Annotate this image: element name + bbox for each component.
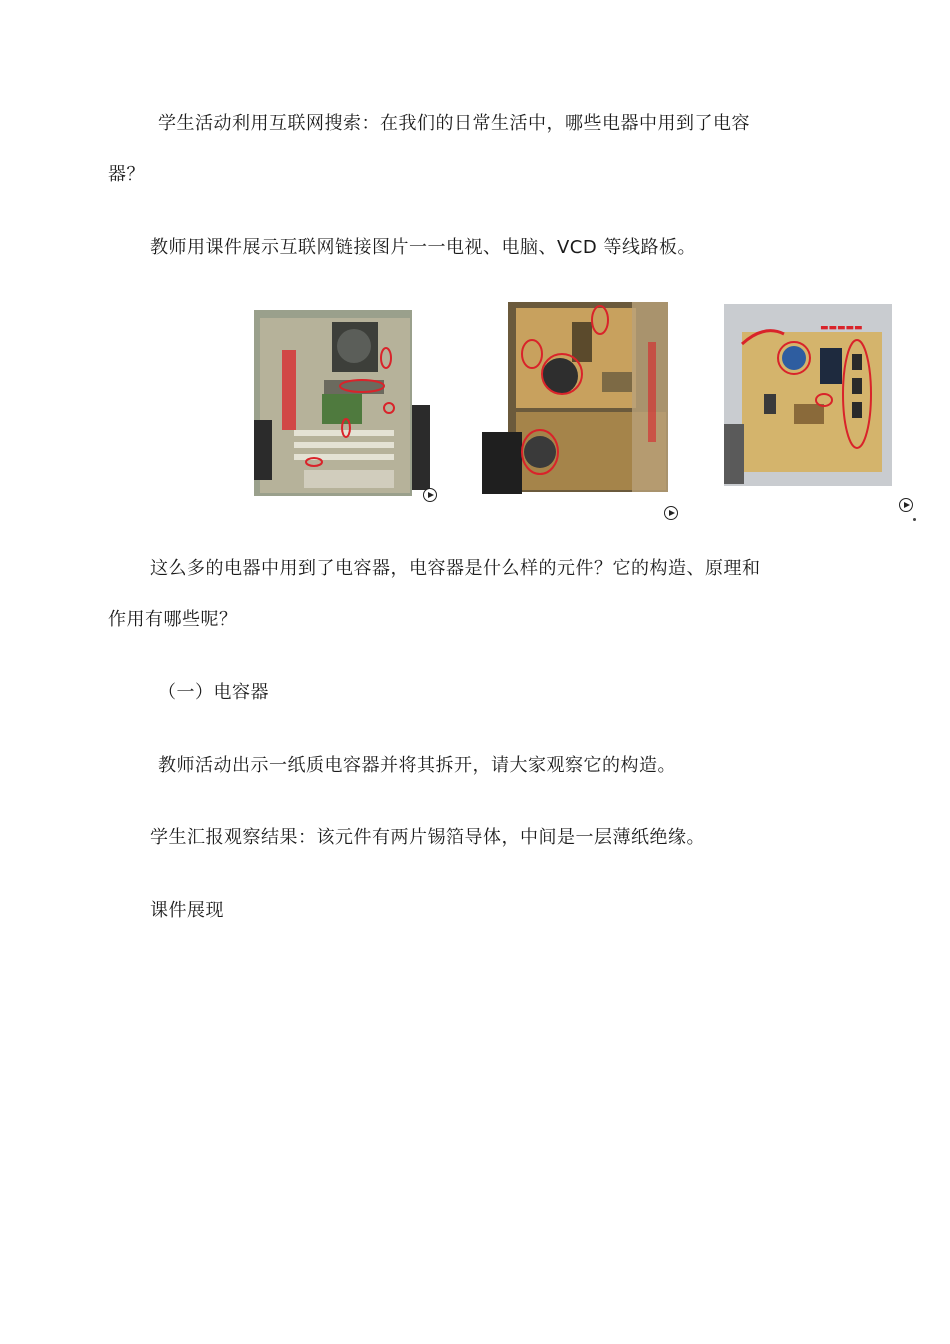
paragraph-student-activity-line1: 学生活动利用互联网搜索：在我们的日常生活中，哪些电器中用到了电容: [158, 113, 750, 134]
paragraph-courseware: 课件展现: [150, 900, 224, 921]
tv-board-photo: [482, 302, 670, 498]
stray-mark: [913, 518, 916, 521]
paragraph-question-line2: 作用有哪些呢？: [108, 609, 238, 630]
paragraph-teacher-activity: 教师活动出示一纸质电容器并将其拆开，请大家观察它的构造。: [158, 755, 676, 776]
paragraph-question-line1: 这么多的电器中用到了电容器，电容器是什么样的元件？它的构造、原理和: [150, 558, 761, 579]
svg-text:▬▬▬▬▬: ▬▬▬▬▬: [820, 323, 863, 333]
play-icon[interactable]: [664, 506, 678, 520]
vcd-board-photo: [724, 304, 894, 490]
section-heading: （一）电容器: [158, 682, 269, 703]
paragraph-student-activity-line2: 器？: [108, 164, 145, 185]
computer-board-photo: [254, 310, 432, 500]
paragraph-teacher-courseware: 教师用课件展示互联网链接图片一一电视、电脑、VCD 等线路板。: [150, 237, 696, 258]
play-icon[interactable]: [899, 498, 913, 512]
play-icon[interactable]: [423, 488, 437, 502]
paragraph-student-report: 学生汇报观察结果：该元件有两片锡箔导体，中间是一层薄纸绝缘。: [150, 827, 705, 848]
